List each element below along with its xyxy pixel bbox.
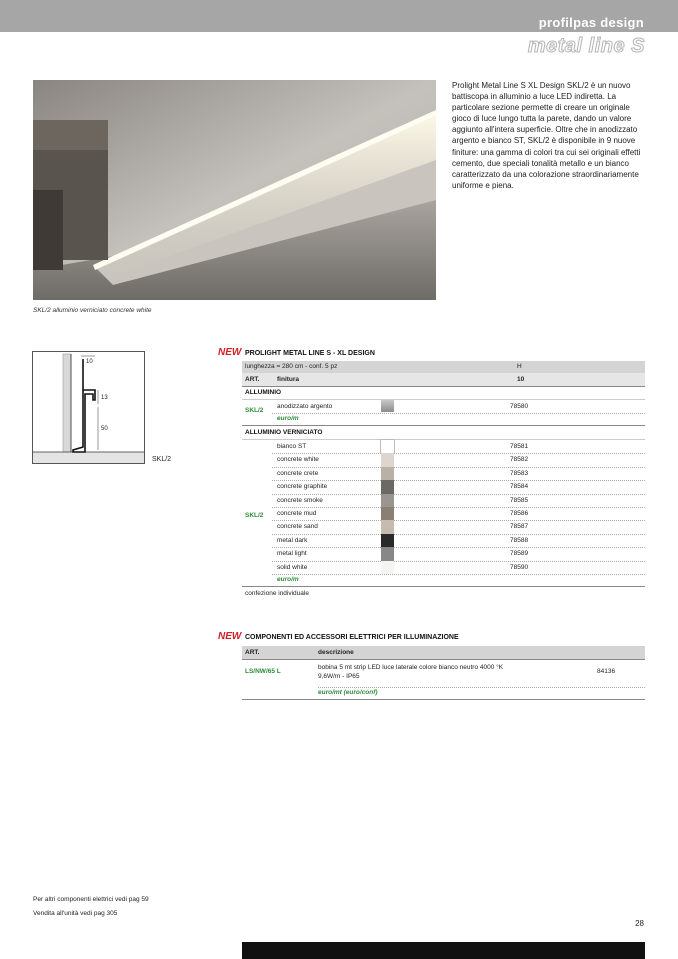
finish-name: anodizzato argento: [277, 403, 333, 410]
table-row: [242, 494, 645, 507]
product-photo: [33, 80, 436, 300]
photo-caption: SKL/2 alluminio verniciato concrete white: [33, 307, 152, 314]
article-ref: 78585: [510, 496, 529, 504]
group-title: ALLUMINIO VERNICIATO: [245, 429, 323, 436]
header-row: [242, 373, 645, 386]
table-row: [242, 547, 645, 560]
finish-name: concrete white: [277, 456, 319, 464]
article-ref: 78580: [510, 403, 529, 410]
article-ref: 78581: [510, 443, 529, 450]
article-ref: 78584: [510, 483, 529, 491]
new-badge: NEW: [218, 347, 242, 358]
article-code: SKL/2: [245, 407, 264, 414]
finish-name: concrete crete: [277, 469, 319, 477]
product-table: [242, 361, 645, 601]
product-line-title: metal line S: [527, 35, 645, 57]
footnote: Vendita all'unità vedi pag 305: [33, 909, 118, 917]
footnote: Per altri componenti elettrici vedi pag 59: [33, 896, 149, 903]
col-art: ART.: [245, 376, 260, 383]
group-title: ALLUMINIO: [245, 389, 282, 396]
group2-body: [242, 440, 645, 574]
article-ref: 78589: [510, 550, 529, 558]
table-row: [242, 453, 645, 466]
page-number: 28: [635, 919, 644, 928]
finish-name: concrete sand: [277, 523, 318, 531]
table-row: [242, 467, 645, 480]
table-row: [242, 480, 645, 493]
finish-name: metal light: [277, 550, 307, 558]
dim-top: 10: [86, 359, 93, 365]
table-row: [242, 507, 645, 520]
finish-name: concrete graphite: [277, 483, 328, 491]
table-row: [242, 440, 645, 453]
intro-paragraph: Prolight Metal Line S XL Design SKL/2 è un nuovo battiscopa in alluminio a luce LED indiretta. La particolare sezione permette di creare un originale gioco di luce lungo tutta la parete, dando un valore aggiunto all'intera superficie. Oltre che in anodizzato argento e bianco ST, SKL/2 è disponibile in 9 nuove finiture: una gamma di colori tra cui sei originali effetti cemento, due speciali tonalità metallo e un bianco caratterizzato da una colorazione straordinariamente uniforme e piena.: [452, 81, 641, 190]
finish-name: concrete mud: [277, 509, 317, 517]
price-row: euro/m: [242, 574, 645, 586]
color-swatch: [381, 547, 394, 560]
price-row: euro/m: [242, 413, 645, 425]
color-swatch: [381, 494, 394, 507]
finish-name: metal dark: [277, 536, 308, 544]
header-row: ART. descrizione: [242, 646, 645, 659]
col-finish: finitura: [277, 376, 300, 383]
color-swatch: [381, 520, 394, 533]
article-ref: 78583: [510, 469, 529, 477]
color-swatch: [381, 453, 394, 466]
bottom-bar: [242, 942, 645, 959]
dim-height: 50: [101, 426, 108, 432]
article-ref: 78587: [510, 523, 529, 531]
article-ref: 84136: [597, 668, 616, 675]
desc-line-2: 9,6W/m - IP65: [318, 673, 360, 680]
color-swatch: [381, 561, 394, 574]
brand-name: profilpas design: [538, 15, 644, 30]
new-badge: NEW: [218, 631, 242, 642]
finish-name: concrete smoke: [277, 496, 323, 504]
table-title: PROLIGHT METAL LINE S - XL DESIGN: [245, 350, 375, 357]
price-row: euro/mt (euro/conf): [242, 687, 645, 699]
article-ref: 78590: [510, 563, 529, 571]
table-row: [242, 561, 645, 574]
color-swatch: [381, 480, 394, 493]
article-ref: 78588: [510, 536, 529, 544]
table-title: COMPONENTI ED ACCESSORI ELETTRICI PER ILLUMINAZIONE: [245, 634, 459, 641]
table-row: [242, 520, 645, 533]
accessories-table: [242, 646, 645, 700]
footnotes: [33, 893, 149, 920]
desc-line-1: bobina 5 mt strip LED luce laterale colore bianco neutro 4000 °K: [318, 664, 504, 671]
table-row: [242, 400, 645, 413]
table-row: [242, 534, 645, 547]
profile-drawing: [32, 351, 145, 464]
spec-row: [242, 361, 645, 373]
color-swatch: [381, 534, 394, 547]
article-code: SKL/2: [245, 512, 264, 519]
finish-name: solid white: [277, 563, 308, 571]
color-swatch: [381, 400, 394, 412]
table-footer: confezione individuale: [245, 589, 309, 597]
spec-text: lunghezza = 280 cm - conf. 5 pz: [245, 363, 338, 370]
color-swatch: [381, 467, 394, 480]
drawing-label: SKL/2: [152, 456, 172, 463]
h-label: H: [517, 363, 522, 370]
color-swatch: [381, 507, 394, 520]
article-code: LS/NW/65 L: [245, 668, 281, 675]
dim-mid: 13: [101, 395, 108, 401]
finish-name: bianco ST: [277, 443, 307, 450]
color-swatch: [381, 440, 394, 453]
article-ref: 78582: [510, 456, 529, 464]
table-row: [242, 660, 645, 687]
article-ref: 78586: [510, 509, 529, 517]
h-value: 10: [517, 376, 525, 383]
